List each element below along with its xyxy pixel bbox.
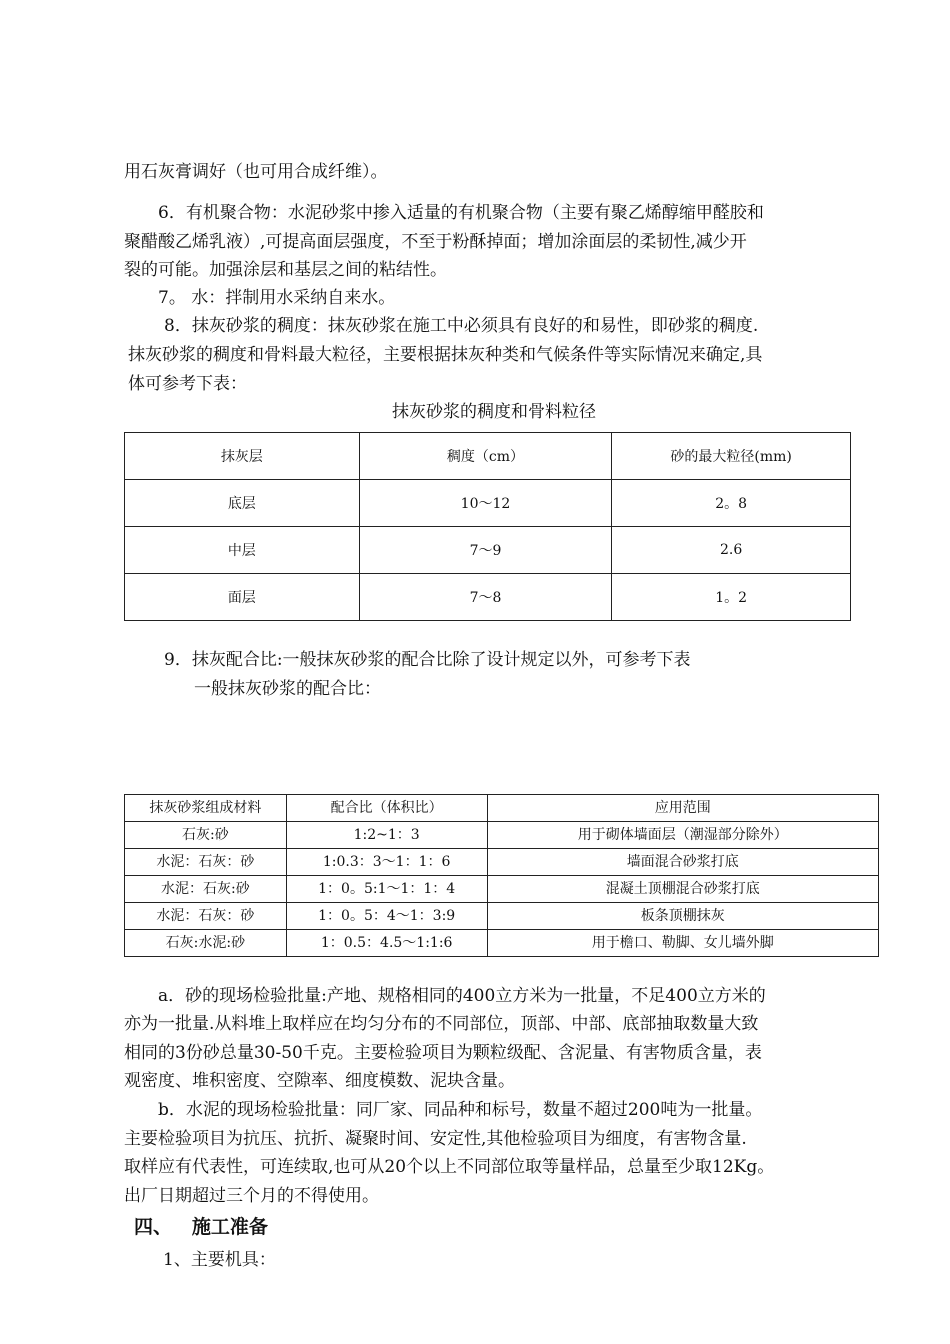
table-row bbox=[125, 822, 879, 849]
table1-caption: 抹灰砂浆的稠度和骨料粒径 bbox=[392, 402, 596, 422]
paragraph-tools: 1、主要机具： bbox=[163, 1250, 276, 1270]
paragraph-6-line1: 6．有机聚合物：水泥砂浆中掺入适量的有机聚合物（主要有聚乙烯醇缩甲醛胶和 bbox=[158, 203, 764, 223]
table-cell: 底层 bbox=[125, 480, 360, 527]
table-row bbox=[125, 480, 851, 527]
table-cell: 水泥：石灰：砂 bbox=[125, 903, 287, 930]
table-cell: 1：0。5:1～1：1：4 bbox=[286, 876, 487, 903]
table-row bbox=[125, 527, 851, 574]
table-header-row bbox=[125, 433, 851, 480]
table-cell: 面层 bbox=[125, 574, 360, 621]
table-cell: 中层 bbox=[125, 527, 360, 574]
paragraph-9: 9．抹灰配合比:一般抹灰砂浆的配合比除了设计规定以外，可参考下表 bbox=[164, 650, 691, 670]
paragraph-b-line3: 取样应有代表性，可连续取,也可从20个以上不同部位取等量样品，总量至少取12Kg。 bbox=[124, 1157, 775, 1177]
table-header-cell: 应用范围 bbox=[487, 795, 878, 822]
table-cell: 1:2~1：3 bbox=[286, 822, 487, 849]
table-cell: 用于砌体墙面层（潮湿部分除外） bbox=[487, 822, 878, 849]
paragraph-a-line3: 相同的3份砂总量30-50千克。主要检验项目为颗粒级配、含泥量、有害物质含量，表 bbox=[124, 1043, 762, 1063]
table-header-cell: 砂的最大粒径(mm) bbox=[612, 433, 851, 480]
table-cell: 墙面混合砂浆打底 bbox=[487, 849, 878, 876]
paragraph-line: 用石灰膏调好（也可用合成纤维）。 bbox=[124, 162, 388, 182]
table-row bbox=[125, 849, 879, 876]
table-row bbox=[125, 903, 879, 930]
paragraph-b-line1: b．水泥的现场检验批量：同厂家、同品种和标号，数量不超过200吨为一批量。 bbox=[158, 1100, 763, 1120]
table-cell: 1:0.3：3～1：1：6 bbox=[286, 849, 487, 876]
table-header-cell: 配合比（体积比） bbox=[286, 795, 487, 822]
table-cell: 2。8 bbox=[612, 480, 851, 527]
consistency-table bbox=[124, 432, 851, 621]
table-cell: 水泥：石灰：砂 bbox=[125, 849, 287, 876]
paragraph-8-line3: 体可参考下表： bbox=[128, 374, 247, 394]
table-cell: 石灰:水泥:砂 bbox=[125, 930, 287, 957]
table-cell: 板条顶棚抹灰 bbox=[487, 903, 878, 930]
paragraph-b-line2: 主要检验项目为抗压、抗折、凝聚时间、安定性,其他检验项目为细度，有害物含量. bbox=[124, 1129, 747, 1149]
mix-ratio-table bbox=[124, 794, 879, 957]
table-header-cell: 稠度（cm） bbox=[359, 433, 612, 480]
table-cell: 用于檐口、勒脚、女儿墙外脚 bbox=[487, 930, 878, 957]
paragraph-6-line3: 裂的可能。加强涂层和基层之间的粘结性。 bbox=[124, 260, 447, 280]
table-cell: 7～8 bbox=[359, 574, 612, 621]
table-header-row bbox=[125, 795, 879, 822]
paragraph-7: 7。 水：拌制用水采纳自来水。 bbox=[158, 288, 396, 308]
paragraph-8-line1: 8．抹灰砂浆的稠度：抹灰砂浆在施工中必须具有良好的和易性，即砂浆的稠度. bbox=[164, 316, 759, 336]
paragraph-a-line4: 观密度、堆积密度、空隙率、细度模数、泥块含量。 bbox=[124, 1071, 515, 1091]
paragraph-6-line2: 聚醋酸乙烯乳液）,可提高面层强度，不至于粉酥掉面；增加涂面层的柔韧性,减少开 bbox=[124, 232, 747, 252]
paragraph-a-line2: 亦为一批量.从料堆上取样应在均匀分布的不同部位，顶部、中部、底部抽取数量大致 bbox=[124, 1014, 759, 1034]
table-cell: 10～12 bbox=[359, 480, 612, 527]
table-header-cell: 抹灰层 bbox=[125, 433, 360, 480]
table-cell: 水泥：石灰:砂 bbox=[125, 876, 287, 903]
section-heading: 四、 施工准备 bbox=[134, 1216, 268, 1238]
table2-caption: 一般抹灰砂浆的配合比： bbox=[194, 679, 381, 699]
table-cell: 7～9 bbox=[359, 527, 612, 574]
table-cell: 1：0。5：4～1：3:9 bbox=[286, 903, 487, 930]
table-cell: 1：0.5：4.5～1:1:6 bbox=[286, 930, 487, 957]
table-cell: 混凝土顶棚混合砂浆打底 bbox=[487, 876, 878, 903]
paragraph-a-line1: a．砂的现场检验批量:产地、规格相同的400立方米为一批量，不足400立方米的 bbox=[158, 986, 766, 1006]
table-row bbox=[125, 930, 879, 957]
table-cell: 2.6 bbox=[612, 527, 851, 574]
table-cell: 石灰:砂 bbox=[125, 822, 287, 849]
paragraph-b-line4: 出厂日期超过三个月的不得使用。 bbox=[124, 1186, 379, 1206]
table-row bbox=[125, 574, 851, 621]
table-cell: 1。2 bbox=[612, 574, 851, 621]
table-header-cell: 抹灰砂浆组成材料 bbox=[125, 795, 287, 822]
paragraph-8-line2: 抹灰砂浆的稠度和骨料最大粒径，主要根据抹灰种类和气候条件等实际情况来确定,具 bbox=[128, 345, 763, 365]
table-row bbox=[125, 876, 879, 903]
